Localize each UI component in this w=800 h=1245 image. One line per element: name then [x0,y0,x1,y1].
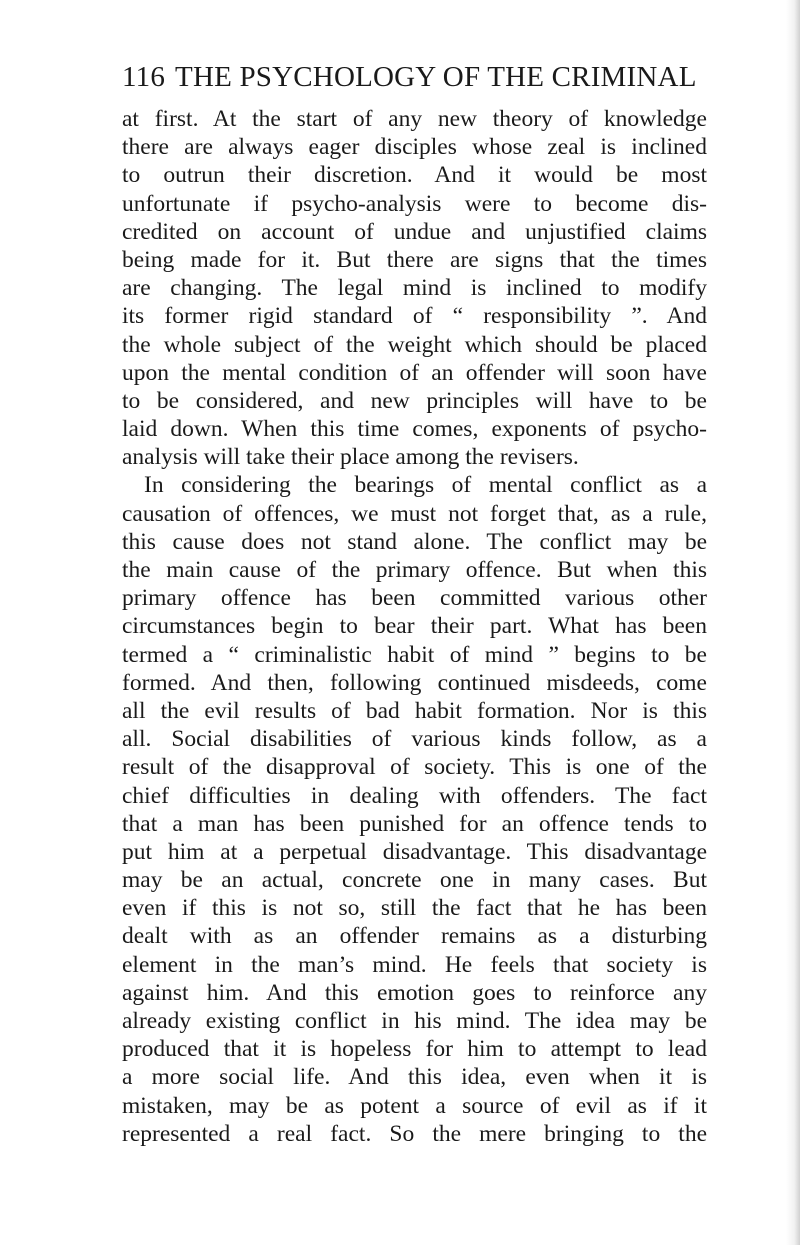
text-line: being made for it. But there are signs that the times [122,246,707,273]
text-line: circumstances begin to bear their part. What has been [122,613,707,640]
text-line: all. Social disabilities of various kinds follow, as a [122,726,707,753]
text-line: against him. And this emotion goes to reinforce any [122,979,707,1006]
text-line: the main cause of the primary offence. But when this [122,557,707,583]
text-line: this cause does not stand alone. The conflict may be [122,528,707,555]
text-line: result of the disapproval of society. This is one of the [122,754,707,781]
body-text [122,105,707,1148]
text-line: upon the mental condition of an offender will soon have [122,359,707,386]
running-title: THE PSYCHOLOGY OF THE CRIMINAL [175,61,697,93]
text-line: credited on account of undue and unjustified claims [122,218,707,245]
text-line: the whole subject of the weight which should be placed [122,331,707,358]
text-line: are changing. The legal mind is inclined to modify [122,275,707,302]
text-line: that a man has been punished for an offence tends to [122,810,707,837]
text-line: its former rigid standard of “ responsibility ”. And [122,303,707,330]
text-line: primary offence has been committed various other [122,585,707,612]
running-head [122,60,707,94]
text-line: element in the man’s mind. He feels that society is [122,951,707,978]
text-line: to outrun their discretion. And it would be most [122,162,707,189]
text-line: unfortunate if psycho-analysis were to become dis- [122,190,707,217]
text-line: even if this is not so, still the fact that he has been [122,895,707,922]
paragraph-start-line: In considering the bearings of mental conflict as a [144,472,707,499]
page-number: 116 [122,61,166,93]
text-line: laid down. When this time comes, exponents of psycho- [122,416,707,443]
text-line: causation of offences, we must not forget that, as a rule, [122,500,707,527]
text-line: to be considered, and new principles will have to be [122,387,707,414]
text-line: dealt with as an offender remains as a disturbing [122,923,707,950]
text-line: put him at a perpetual disadvantage. This disadvantage [122,838,707,865]
text-line: there are always eager disciples whose zeal is inclined [122,134,707,161]
text-line: at first. At the start of any new theory of knowledge [122,106,707,132]
text-line: analysis will take their place among the revisers. [122,444,579,471]
text-line: mistaken, may be as potent a source of evil as if it [122,1092,707,1119]
text-line: all the evil results of bad habit formation. Nor is this [122,697,707,724]
text-line: represented a real fact. So the mere bringing to the [122,1120,707,1147]
text-line: termed a “ criminalistic habit of mind ” begins to be [122,641,707,668]
text-line: formed. And then, following continued misdeeds, come [122,669,707,696]
text-line: chief difficulties in dealing with offenders. The fact [122,782,707,809]
page-edge-shadow [786,0,800,1245]
text-line: already existing conflict in his mind. The idea may be [122,1008,707,1034]
text-line: produced that it is hopeless for him to attempt to lead [122,1036,707,1063]
text-line: a more social life. And this idea, even when it is [122,1064,707,1091]
text-line: may be an actual, concrete one in many cases. But [122,867,707,894]
